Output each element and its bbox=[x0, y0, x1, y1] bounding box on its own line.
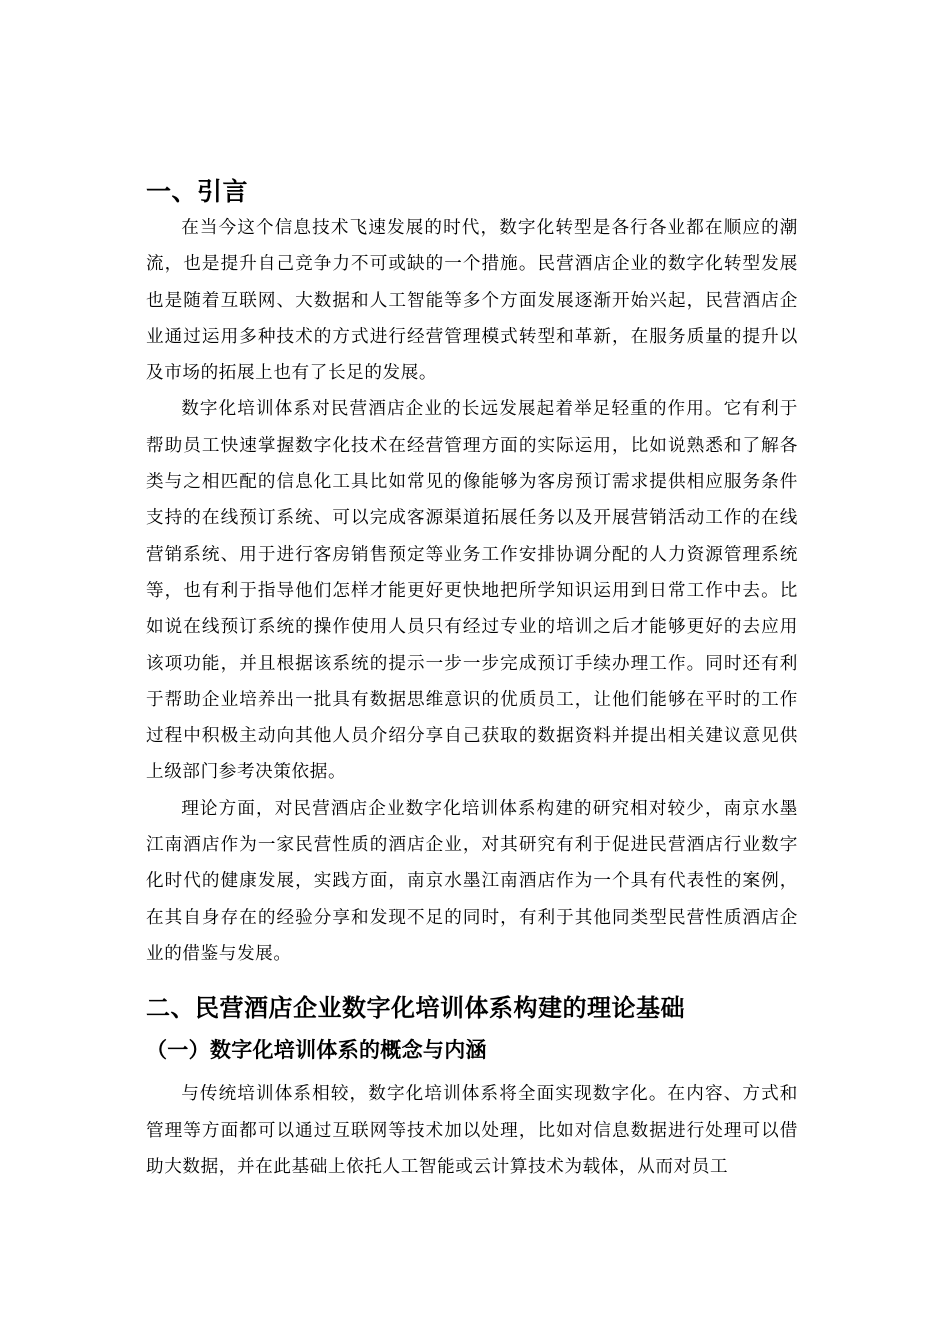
document-page bbox=[146, 174, 798, 1185]
intro-paragraph-3: 理论方面，对民营酒店企业数字化培训体系构建的研究相对较少，南京水墨江南酒店作为一家民营性质的酒店企业，对其研究有利于促进民营酒店行业数字化时代的健康发展，实践方面，南京水墨江南酒店作为一个具有代表性的案例，在其自身存在的经验分享和发现不足的同时，有利于其他同类型民营性质酒店企业的借鉴与发展。 bbox=[146, 798, 798, 964]
intro-paragraph-2: 数字化培训体系对民营酒店企业的长远发展起着举足轻重的作用。它有利于帮助员工快速掌握数字化技术在经营管理方面的实际运用，比如说熟悉和了解各类与之相匹配的信息化工具比如常见的像能够为客房预订需求提供相应服务条件支持的在线预订系统、可以完成客源渠道拓展任务以及开展营销活动工作的在线营销系统、用于进行客房销售预定等业务工作安排协调分配的人力资源管理系统等，也有利于指导他们怎样才能更好更快地把所学知识运用到日常工作中去。比如说在线预订系统的操作使用人员只有经过专业的培训之后才能够更好的去应用该项功能，并且根据该系统的提示一步一步完成预订手续办理工作。同时还有利于帮助企业培养出一批具有数据思维意识的优质员工，让他们能够在平时的工作过程中积极主动向其他人员介绍分享自己获取的数据资料并提出相关建议意见供上级部门参考决策依据。 bbox=[146, 399, 798, 783]
section-heading-introduction: 一、引言 bbox=[146, 177, 249, 206]
subsection-heading-concept: （一）数字化培训体系的概念与内涵 bbox=[146, 1038, 487, 1063]
concept-paragraph: 与传统培训体系相较，数字化培训体系将全面实现数字化。在内容、方式和管理等方面都可以通过互联网等技术加以处理，比如对信息数据进行处理可以借助大数据，并在此基础上依托人工智能或云计算技术为载体，从而对员工 bbox=[146, 1084, 798, 1177]
intro-paragraph-1: 在当今这个信息技术飞速发展的时代，数字化转型是各行各业都在顺应的潮流，也是提升自己竞争力不可或缺的一个措施。民营酒店企业的数字化转型发展也是随着互联网、大数据和人工智能等多个方面发展逐渐开始兴起，民营酒店企业通过运用多种技术的方式进行经营管理模式转型和革新，在服务质量的提升以及市场的拓展上也有了长足的发展。 bbox=[146, 218, 798, 384]
section-heading-theory: 二、民营酒店企业数字化培训体系构建的理论基础 bbox=[146, 994, 685, 1023]
